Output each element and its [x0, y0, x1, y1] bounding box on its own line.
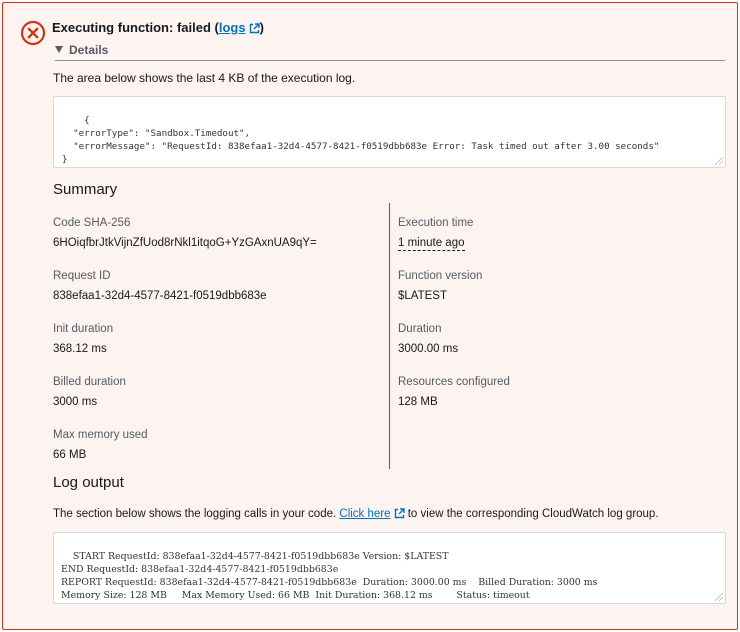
field-label: Max memory used: [53, 429, 148, 441]
log-output-content: START RequestId: 838efaa1-32d4-4577-8421-f0519dbb683e Version: $LATEST END RequestId: 838efaa1-32d4-4577-8421-f0519dbb683e REPORT RequestId: 838efaa1-32d4-4577-8421-f0519dbb683e Duration: 3000.00 ms Billed Duration: 3000 ms Memory Size: 128 MB Max Memory Used: 66 MB Init Duration: 368.12 ms Status: timeout: [61, 551, 598, 601]
column-divider: [389, 203, 390, 469]
execution-time-tooltip-trigger[interactable]: 1 minute ago: [398, 237, 465, 249]
details-label: Details: [69, 43, 109, 57]
field-label: Duration: [398, 323, 442, 335]
field-label: Init duration: [53, 323, 114, 335]
init-duration-field: [53, 322, 113, 356]
external-link-icon: [394, 508, 405, 519]
logs-link-label: logs: [218, 20, 246, 35]
execution-log-textarea[interactable]: [53, 96, 726, 168]
caret-down-icon: [55, 46, 63, 53]
field-label: Code SHA-256: [53, 217, 131, 229]
field-value: 368.12 ms: [53, 343, 107, 355]
request-id-field: [53, 269, 267, 303]
billed-duration-field: [53, 375, 126, 409]
status-text-suffix: ): [259, 20, 264, 35]
error-x-icon: [20, 20, 46, 46]
log-intro-text: The section below shows the logging calls in your code.: [53, 508, 340, 520]
execution-log-content: { "errorType": "Sandbox.Timedout", "errorMessage": "RequestId: 838efaa1-32d4-4577-8421-f0519dbb683e Error: Task timed out after 3.00 seconds" }: [62, 115, 660, 165]
field-value: 3000 ms: [53, 396, 98, 408]
resize-handle-icon[interactable]: [715, 157, 723, 165]
execution-result-panel: [2, 2, 738, 630]
details-toggle[interactable]: [55, 41, 725, 61]
function-version-field: [398, 269, 482, 303]
log-intro-text-after: to view the corresponding CloudWatch log group.: [404, 508, 659, 520]
field-value: 838efaa1-32d4-4577-8421-f0519dbb683e: [53, 290, 267, 302]
resources-configured-field: [398, 375, 510, 409]
execution-status-title: [52, 20, 264, 36]
log-output-intro: [53, 507, 659, 521]
cloudwatch-link-label: Click here: [339, 508, 391, 520]
field-label: Execution time: [398, 217, 474, 229]
log-output-heading: Log output: [53, 474, 124, 491]
field-value: $LATEST: [398, 290, 447, 302]
execution-log-intro: The area below shows the last 4 KB of the execution log.: [53, 71, 356, 85]
field-value: 128 MB: [398, 396, 438, 408]
cloudwatch-link[interactable]: [339, 508, 404, 520]
logs-link[interactable]: [219, 20, 260, 35]
resize-handle-icon[interactable]: [715, 593, 723, 601]
field-label: Request ID: [53, 270, 111, 282]
field-label: Resources configured: [398, 376, 510, 388]
summary-heading: Summary: [53, 181, 118, 198]
field-value: 3000.00 ms: [398, 343, 459, 355]
field-value: 6HOiqfbrJtkVijnZfUod8rNkl1itqoG+YzGAxnUA9qY=: [53, 237, 317, 249]
log-output-textarea[interactable]: [53, 532, 726, 604]
field-label: Function version: [398, 270, 483, 282]
external-link-icon: [249, 23, 260, 34]
status-text: Executing function: failed (: [52, 20, 219, 35]
max-memory-field: [53, 428, 148, 462]
field-label: Billed duration: [53, 376, 126, 388]
execution-time-field: [398, 216, 473, 251]
code-sha-field: [53, 216, 317, 250]
duration-field: [398, 322, 458, 356]
field-value: 66 MB: [53, 449, 87, 461]
